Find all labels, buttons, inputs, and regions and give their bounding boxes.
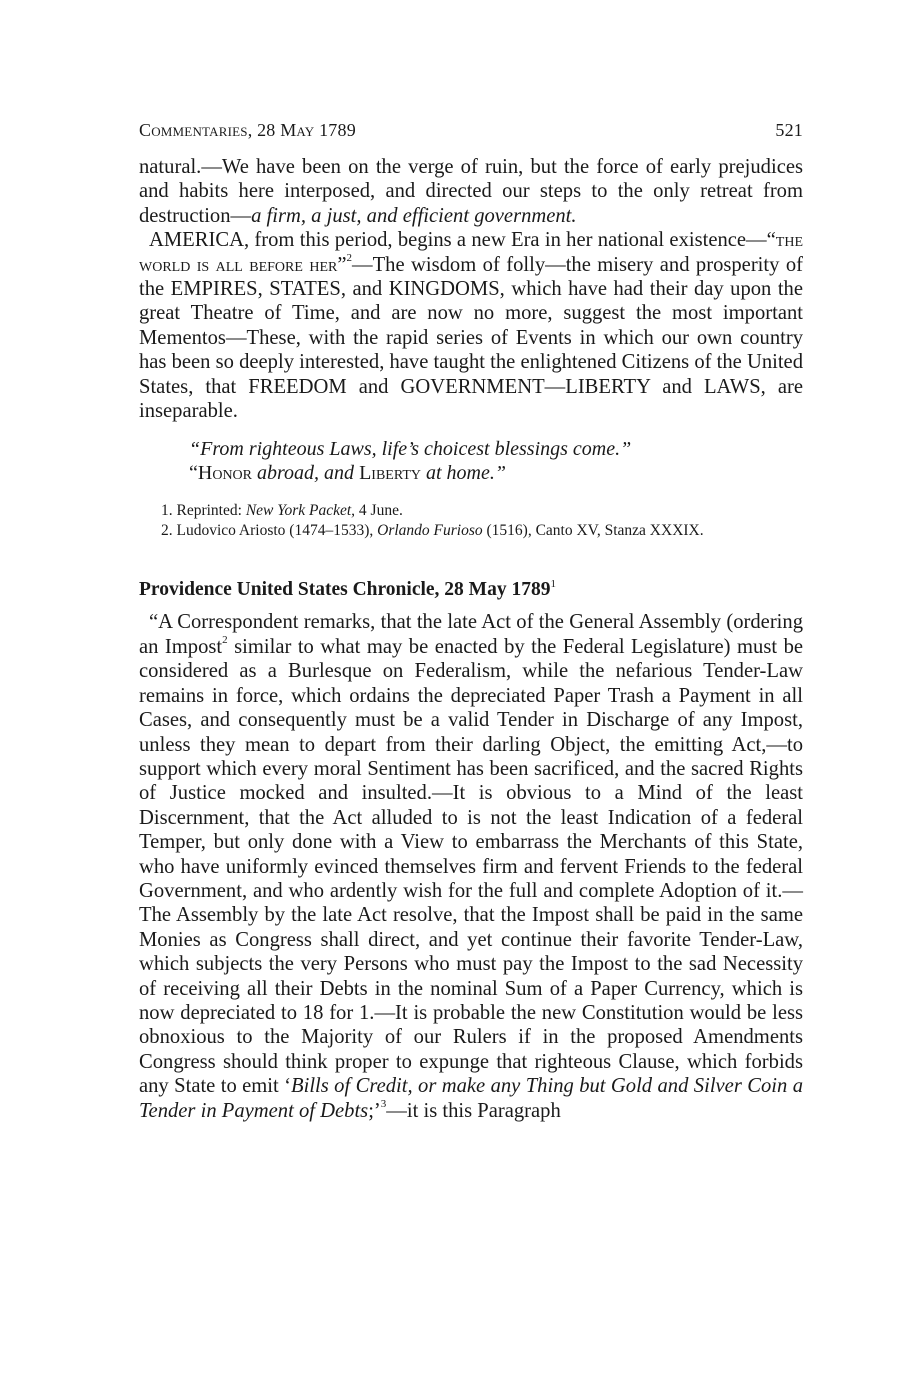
chronicle-text	[139, 610, 803, 1123]
quote-line-1: “From righteous Laws, life’s choicest blessings come.”	[189, 438, 632, 461]
quote-honor: Honor	[197, 462, 253, 485]
verse-quote	[189, 437, 803, 485]
quote-line-2-open: “	[189, 462, 198, 485]
footnote-1	[161, 501, 803, 521]
paragraph-3-text-a: “A Correspondent remarks, that the late Act of the General Assembly (ordering an Impost	[139, 611, 803, 658]
document-page	[139, 120, 803, 1123]
paragraph-3-italic: Bills of Credit, or make any Thing but Gold and Silver Coin a Tender in Payment of Debts	[139, 1075, 803, 1122]
quote-line-2-end: at home.”	[421, 462, 506, 485]
footnote-2-number: 2.	[161, 522, 173, 540]
paragraph-3-text-d: —it is this Paragraph	[386, 1099, 561, 1122]
commentary-text	[139, 155, 803, 423]
note-reference-2: 2	[346, 251, 352, 264]
quote-liberty: Liberty	[359, 462, 421, 485]
section-heading	[139, 579, 803, 601]
footnote-1-number: 1.	[161, 502, 173, 520]
paragraph-1-text: natural.—We have been on the verge of ruin, but the force of early prejudices and habits here interposed, and directed our steps to the only retreat from destruction—	[139, 156, 803, 227]
quote-line-2	[189, 461, 803, 485]
running-head	[139, 120, 803, 141]
footnote-2-italic: Orlando Furioso	[377, 522, 483, 540]
paragraph-2-text-b: ”	[337, 253, 347, 276]
page-number: 521	[775, 120, 803, 140]
running-head-title: Commentaries, 28 May 1789	[139, 120, 356, 140]
footnote-2-post: (1516), Canto XV, Stanza XXXIX.	[482, 522, 704, 540]
footnote-1-italic: New York Packet,	[245, 502, 356, 520]
footnote-2	[161, 521, 803, 541]
note-reference-3: 3	[380, 1097, 387, 1110]
paragraph-2	[139, 228, 803, 423]
paragraph-3-text-b: similar to what may be enacted by the Federal Legislature) must be considered as a Burlesque on Federalism, while the nefarious Tender-Law remains in force, which ordains the depreciated Paper Trash a Payment in all Cases, and consequently must be a valid Tender in Discharge of any Impost, unless they mean to depart from their darling Object, the emitting Act,—to support which every moral Sentiment has been sacrificed, and the sacred Rights of Justice mocked and insulted.—It is obvious to a Mind of the least Discernment, that the Act alluded to is not the least Indication of a federal Temper, but only done with a View to embarrass the Merchants of this State, who have uniformly evinced themselves firm and fervent Friends to the federal Government, and who ardently wish for the full and complete Adoption of it.—The Assembly by the late Act resolve, that the Impost shall be paid in the same Monies as Congress shall direct, and yet continue their favorite Tender-Law, which subjects the very Persons who must pay the Impost to the sad Necessity of receiving all their Debts in the nominal Sum of a Paper Currency, which is now depreciated to 18 for 1.—It is probable the new Constitution would be less obnoxious to the Majority of our Rulers if in the proposed Amendments Congress should think proper to expunge that righteous Clause, which forbids any State to emit ‘	[139, 635, 804, 1098]
paragraph-2-text-c: —The wisdom of folly—the misery and prosperity of the EMPIRES, STATES, and KINGDOMS, which have had their day upon the great Theatre of Time, and are now no more, suggest the most important Mementos—These, with the rapid series of Events in which our own country has been so deeply interested, have taught the enlightened Citizens of the United States, that FREEDOM and GOVERNMENT—LIBERTY and LAWS, are inseparable.	[139, 253, 803, 423]
section-note-reference: 1	[550, 577, 556, 590]
footnote-1-text: Reprinted:	[176, 502, 246, 520]
quote-line-2-mid: abroad, and	[252, 462, 360, 485]
paragraph-2-smallcaps: the world is all before her	[139, 229, 803, 276]
paragraph-3	[139, 610, 803, 1123]
paragraph-2-text-a: AMERICA, from this period, begins a new Era in her national existence—“	[149, 229, 776, 252]
note-reference-2b: 2	[222, 634, 228, 647]
section-title: Providence United States Chronicle, 28 May 1789	[139, 579, 551, 601]
footnote-2-text: Ludovico Ariosto (1474–1533),	[176, 522, 378, 540]
footnotes	[161, 501, 803, 541]
paragraph-1	[139, 155, 803, 228]
paragraph-3-text-c: ;’	[368, 1099, 381, 1122]
paragraph-1-italic: a firm, a just, and efficient government.	[251, 204, 577, 227]
footnote-1-post: 4 June.	[355, 502, 403, 520]
